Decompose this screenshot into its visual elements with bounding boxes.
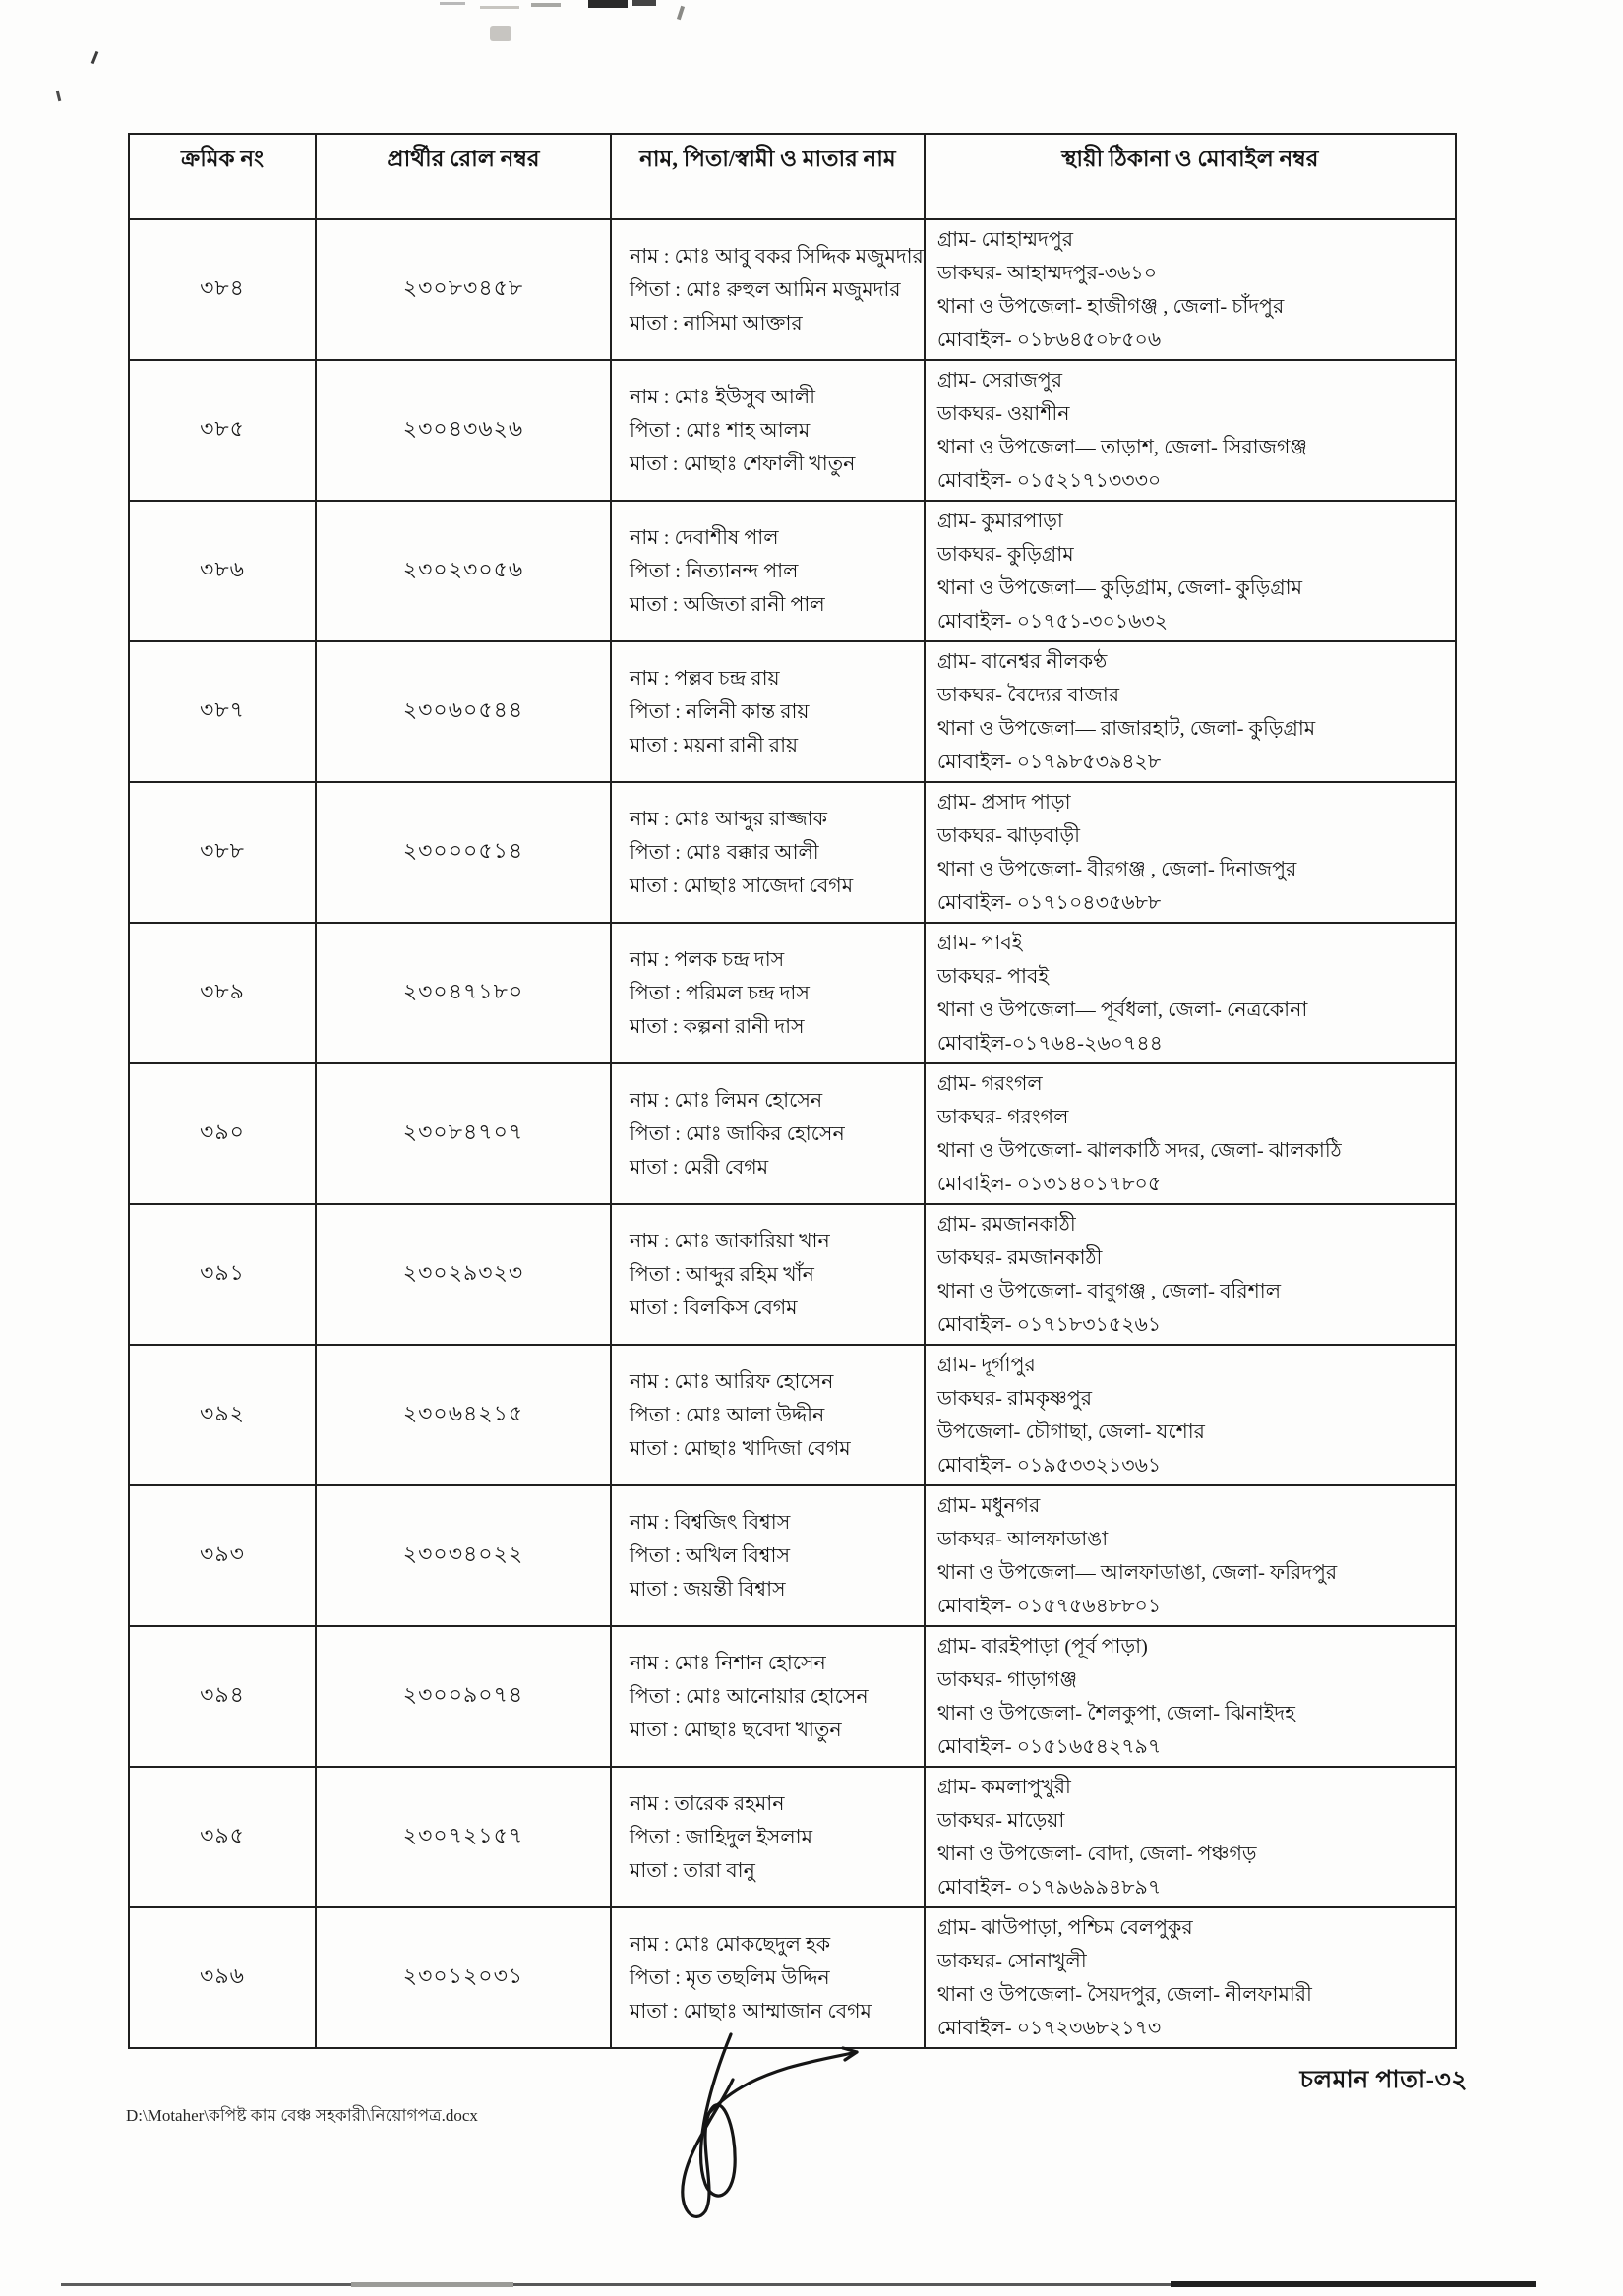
scan-artifact xyxy=(632,0,656,6)
name-lines xyxy=(611,1767,925,1907)
serial-number: ৩৯০ xyxy=(129,1063,316,1204)
roll-number: ২৩০৬৪২১৫ xyxy=(316,1345,611,1485)
table-row xyxy=(129,501,1456,641)
address-line: গ্রাম- মধুনগর xyxy=(936,1494,1041,1517)
name-line: নাম : তারেক রহমান xyxy=(630,1792,785,1815)
table-row xyxy=(129,1345,1456,1485)
serial-number: ৩৯৪ xyxy=(129,1626,316,1767)
address-line: ডাকঘর- গাড়াগঞ্জ xyxy=(936,1668,1078,1691)
name-lines xyxy=(611,1345,925,1485)
address-line: ডাকঘর- আলফাডাঙা xyxy=(936,1528,1109,1550)
address-line: মোবাইল- ০১৯৫৩৩২১৩৬১ xyxy=(936,1454,1162,1477)
name-line: মাতা : জয়ন্তী বিশ্বাস xyxy=(630,1578,786,1601)
address-line: মোবাইল- ০১৩১৪০১৭৮০৫ xyxy=(936,1173,1162,1195)
serial-number: ৩৮৫ xyxy=(129,360,316,501)
name-line: মাতা : মোছাঃ আম্মাজান বেগম xyxy=(630,2000,872,2023)
name-line: নাম : মোঃ জাকারিয়া খান xyxy=(630,1230,830,1252)
scan-artifact xyxy=(1171,2281,1536,2287)
name-line: নাম : মোঃ লিমন হোসেন xyxy=(630,1089,823,1112)
scan-artifact xyxy=(91,51,99,64)
name-line: মাতা : তারা বানু xyxy=(630,1859,755,1882)
name-lines xyxy=(611,1485,925,1626)
roll-number: ২৩০০৯০৭৪ xyxy=(316,1626,611,1767)
name-line: মাতা : নাসিমা আক্তার xyxy=(630,312,803,334)
roll-number: ২৩০৮৪৭০৭ xyxy=(316,1063,611,1204)
address-line: ডাকঘর- সোনাখুলী xyxy=(936,1950,1087,1972)
roll-number: ২৩০৩৪০২২ xyxy=(316,1485,611,1626)
address-lines xyxy=(925,782,1456,923)
address-lines xyxy=(925,1907,1456,2048)
name-lines xyxy=(611,1063,925,1204)
address-line: মোবাইল-০১৭৬৪-২৬০৭৪৪ xyxy=(936,1032,1163,1055)
roll-number: ২৩০৪৩৬২৬ xyxy=(316,360,611,501)
table-row xyxy=(129,1626,1456,1767)
name-line: পিতা : মোঃ রুহুল আমিন মজুমদার xyxy=(630,278,901,301)
scan-artifact xyxy=(61,2283,351,2286)
header-serial: ক্রমিক নং xyxy=(129,134,316,219)
address-lines xyxy=(925,1204,1456,1345)
name-lines xyxy=(611,641,925,782)
table-row xyxy=(129,219,1456,360)
name-line: পিতা : আব্দুর রহিম খাঁন xyxy=(630,1263,814,1286)
scan-artifact xyxy=(480,6,519,9)
address-line: ডাকঘর- ওয়াশীন xyxy=(936,402,1070,425)
header-roll: প্রার্থীর রোল নম্বর xyxy=(316,134,611,219)
name-line: নাম : মোঃ আরিফ হোসেন xyxy=(630,1370,834,1393)
name-line: মাতা : মোছাঃ শেফালী খাতুন xyxy=(630,453,856,475)
address-line: গ্রাম- গরংগল xyxy=(936,1072,1043,1095)
address-lines xyxy=(925,1063,1456,1204)
address-line: থানা ও উপজেলা— তাড়াশ, জেলা- সিরাজগঞ্জ xyxy=(936,436,1307,458)
address-lines xyxy=(925,360,1456,501)
serial-number: ৩৮৮ xyxy=(129,782,316,923)
table-row xyxy=(129,1063,1456,1204)
address-line: থানা ও উপজেলা- হাজীগঞ্জ , জেলা- চাঁদপুর xyxy=(936,295,1285,318)
name-line: মাতা : মোছাঃ ছবেদা খাতুন xyxy=(630,1719,842,1741)
address-line: থানা ও উপজেলা- ঝালকাঠি সদর, জেলা- ঝালকাঠি xyxy=(936,1139,1342,1162)
serial-number: ৩৯১ xyxy=(129,1204,316,1345)
address-line: মোবাইল- ০১৭২৩৬৮২১৭৩ xyxy=(936,2017,1162,2039)
address-lines xyxy=(925,1626,1456,1767)
scan-artifact xyxy=(490,26,511,41)
address-line: উপজেলা- চৌগাছা, জেলা- যশোর xyxy=(936,1420,1205,1443)
address-line: গ্রাম- মোহাম্মদপুর xyxy=(936,228,1074,251)
name-lines xyxy=(611,501,925,641)
name-line: মাতা : মেরী বেগম xyxy=(630,1156,769,1178)
address-line: থানা ও উপজেলা- সৈয়দপুর, জেলা- নীলফামারী xyxy=(936,1983,1312,2006)
name-line: পিতা : মোঃ জাকির হোসেন xyxy=(630,1122,845,1145)
scan-artifact xyxy=(677,6,685,21)
address-line: মোবাইল- ০১৭৫১-৩০১৬৩২ xyxy=(936,610,1169,633)
roll-number: ২৩০৭২১৫৭ xyxy=(316,1767,611,1907)
name-line: পিতা : মোঃ আনোয়ার হোসেন xyxy=(630,1685,869,1708)
roll-number: ২৩০৮৩৪৫৮ xyxy=(316,219,611,360)
name-line: নাম : পলক চন্দ্র দাস xyxy=(630,948,785,971)
roll-number: ২৩০২৯৩২৩ xyxy=(316,1204,611,1345)
serial-number: ৩৯২ xyxy=(129,1345,316,1485)
file-path: D:\Motaher\কপিষ্ট কাম বেঞ্চ সহকারী\নিয়োগপত্র.docx xyxy=(126,2106,478,2125)
serial-number: ৩৮৪ xyxy=(129,219,316,360)
name-line: নাম : মোঃ নিশান হোসেন xyxy=(630,1652,826,1674)
roll-number: ২৩০১২০৩১ xyxy=(316,1907,611,2048)
name-lines xyxy=(611,360,925,501)
name-line: নাম : মোঃ আব্দুর রাজ্জাক xyxy=(630,808,827,830)
candidate-table-body xyxy=(129,219,1456,2048)
address-line: ডাকঘর- আহাম্মদপুর-৩৬১০ xyxy=(936,262,1158,284)
name-line: পিতা : অখিল বিশ্বাস xyxy=(630,1544,790,1567)
address-line: মোবাইল- ০১৭৯৮৫৩৯৪২৮ xyxy=(936,751,1162,773)
address-line: গ্রাম- কুমারপাড়া xyxy=(936,510,1063,532)
scan-artifact xyxy=(531,3,561,7)
address-line: গ্রাম- ঝাউপাড়া, পশ্চিম বেলপুকুর xyxy=(936,1916,1193,1939)
address-line: মোবাইল- ০১৫১৬৫৪২৭৯৭ xyxy=(936,1735,1162,1758)
table-row xyxy=(129,1485,1456,1626)
address-lines xyxy=(925,641,1456,782)
name-line: নাম : বিশ্বজিৎ বিশ্বাস xyxy=(630,1511,791,1534)
address-line: ডাকঘর- ঝাড়বাড়ী xyxy=(936,824,1081,847)
name-line: নাম : মোঃ ইউসুব আলী xyxy=(630,386,815,408)
serial-number: ৩৯৩ xyxy=(129,1485,316,1626)
name-line: নাম : পল্লব চন্দ্র রায় xyxy=(630,667,780,690)
candidate-table xyxy=(128,133,1457,2049)
serial-number: ৩৯৫ xyxy=(129,1767,316,1907)
name-line: পিতা : মোঃ বক্কার আলী xyxy=(630,841,819,864)
name-line: মাতা : অজিতা রানী পাল xyxy=(630,593,825,616)
table-row xyxy=(129,782,1456,923)
name-line: পিতা : মোঃ শাহ আলম xyxy=(630,419,811,442)
address-line: গ্রাম- বানেশ্বর নীলকণ্ঠ xyxy=(936,650,1108,673)
name-line: নাম : দেবাশীষ পাল xyxy=(630,526,779,549)
address-lines xyxy=(925,501,1456,641)
address-line: গ্রাম- প্রসাদ পাড়া xyxy=(936,791,1071,814)
signature-scribble xyxy=(615,2019,900,2225)
name-line: মাতা : মোছাঃ খাদিজা বেগম xyxy=(630,1437,851,1460)
serial-number: ৩৮৯ xyxy=(129,923,316,1063)
table-row xyxy=(129,923,1456,1063)
roll-number: ২৩০০০৫১৪ xyxy=(316,782,611,923)
serial-number: ৩৮৬ xyxy=(129,501,316,641)
address-line: গ্রাম- পাবই xyxy=(936,932,1023,954)
address-line: থানা ও উপজেলা— আলফাডাঙা, জেলা- ফরিদপুর xyxy=(936,1561,1338,1584)
name-line: নাম : মোঃ মোকছেদুল হক xyxy=(630,1933,831,1956)
address-line: থানা ও উপজেলা- বোদা, জেলা- পঞ্চগড় xyxy=(936,1843,1257,1865)
address-line: মোবাইল- ০১৭৯৬৯৯৪৮৯৭ xyxy=(936,1876,1162,1899)
name-line: মাতা : বিলকিস বেগম xyxy=(630,1297,798,1319)
name-line: পিতা : মোঃ আলা উদ্দীন xyxy=(630,1404,825,1426)
name-lines xyxy=(611,782,925,923)
address-line: ডাকঘর- বৈদ্যের বাজার xyxy=(936,684,1120,706)
address-line: ডাকঘর- রামকৃষ্ণপুর xyxy=(936,1387,1093,1410)
name-line: পিতা : মৃত তছলিম উদ্দিন xyxy=(630,1966,830,1989)
serial-number: ৩৯৬ xyxy=(129,1907,316,2048)
address-line: মোবাইল- ০১৮৬৪৫০৮৫০৬ xyxy=(936,329,1162,351)
scan-artifact xyxy=(513,2283,1171,2286)
roll-number: ২৩০৪৭১৮০ xyxy=(316,923,611,1063)
address-line: থানা ও উপজেলা— কুড়িগ্রাম, জেলা- কুড়িগ্রাম xyxy=(936,576,1303,599)
address-line: ডাকঘর- রমজানকাঠী xyxy=(936,1246,1103,1269)
candidate-table-header xyxy=(129,134,1456,219)
address-line: থানা ও উপজেলা— পূর্বধলা, জেলা- নেত্রকোনা xyxy=(936,998,1308,1021)
address-line: থানা ও উপজেলা— রাজারহাট, জেলা- কুড়িগ্রাম xyxy=(936,717,1316,740)
scan-artifact xyxy=(588,0,628,8)
address-line: মোবাইল- ০১৫২১৭১৩৩৩০ xyxy=(936,469,1162,492)
table-row xyxy=(129,360,1456,501)
roll-number: ২৩০২৩০৫৬ xyxy=(316,501,611,641)
address-lines xyxy=(925,1345,1456,1485)
name-line: পিতা : পরিমল চন্দ্র দাস xyxy=(630,982,810,1004)
address-line: থানা ও উপজেলা- বাবুগঞ্জ , জেলা- বরিশাল xyxy=(936,1280,1282,1302)
name-line: মাতা : মোছাঃ সাজেদা বেগম xyxy=(630,875,854,897)
address-lines xyxy=(925,1767,1456,1907)
header-address: স্থায়ী ঠিকানা ও মোবাইল নম্বর xyxy=(925,134,1456,219)
name-line: মাতা : ময়না রানী রায় xyxy=(630,734,799,756)
address-line: ডাকঘর- মাড়েয়া xyxy=(936,1809,1065,1832)
table-row xyxy=(129,1204,1456,1345)
address-line: গ্রাম- কমলাপুখুরী xyxy=(936,1776,1071,1798)
address-line: ডাকঘর- পাবই xyxy=(936,965,1050,988)
scan-artifact xyxy=(351,2282,513,2287)
address-line: মোবাইল- ০১৫৭৫৬৪৮৮০১ xyxy=(936,1595,1162,1617)
address-lines xyxy=(925,923,1456,1063)
name-line: পিতা : জাহিদুল ইসলাম xyxy=(630,1826,812,1848)
name-line: মাতা : কল্পনা রানী দাস xyxy=(630,1015,805,1038)
name-lines xyxy=(611,1626,925,1767)
continuation-note: চলমান পাতা-৩২ xyxy=(1299,2067,1468,2093)
address-line: ডাকঘর- গরংগল xyxy=(936,1106,1069,1128)
table-row xyxy=(129,641,1456,782)
name-lines xyxy=(611,219,925,360)
name-lines xyxy=(611,923,925,1063)
serial-number: ৩৮৭ xyxy=(129,641,316,782)
header-name: নাম, পিতা/স্বামী ও মাতার নাম xyxy=(611,134,925,219)
name-lines xyxy=(611,1204,925,1345)
address-line: গ্রাম- দূর্গাপুর xyxy=(936,1354,1036,1376)
address-line: মোবাইল- ০১৭১০৪৩৫৬৮৮ xyxy=(936,891,1162,914)
scan-artifact xyxy=(56,91,62,101)
address-lines xyxy=(925,1485,1456,1626)
name-line: নাম : মোঃ আবু বকর সিদ্দিক মজুমদার xyxy=(630,245,924,268)
table-row xyxy=(129,1767,1456,1907)
address-line: গ্রাম- সেরাজপুর xyxy=(936,369,1063,392)
address-line: মোবাইল- ০১৭১৮৩১৫২৬১ xyxy=(936,1313,1162,1336)
address-line: ডাকঘর- কুড়িগ্রাম xyxy=(936,543,1074,566)
name-line: পিতা : নিত্যানন্দ পাল xyxy=(630,560,799,582)
address-line: গ্রাম- রমজানকাঠী xyxy=(936,1213,1076,1236)
address-line: থানা ও উপজেলা- বীরগঞ্জ , জেলা- দিনাজপুর xyxy=(936,858,1297,880)
address-lines xyxy=(925,219,1456,360)
roll-number: ২৩০৬০৫৪৪ xyxy=(316,641,611,782)
name-line: পিতা : নলিনী কান্ত রায় xyxy=(630,700,810,723)
address-line: গ্রাম- বারইপাড়া (পূর্ব পাড়া) xyxy=(936,1635,1148,1658)
address-line: থানা ও উপজেলা- শৈলকুপা, জেলা- ঝিনাইদহ xyxy=(936,1702,1295,1724)
scan-artifact xyxy=(440,2,465,5)
